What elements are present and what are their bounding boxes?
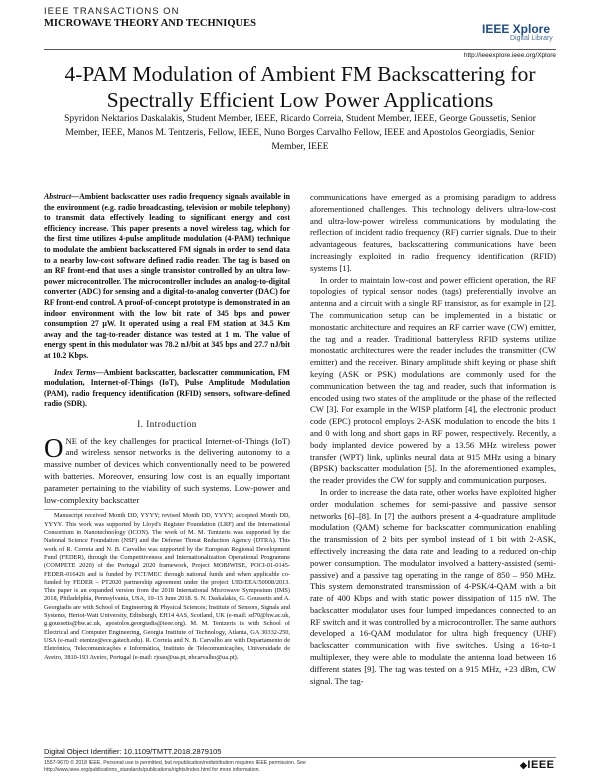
abstract-text: —Ambient backscatter uses radio frequency signals available in the environment (e.g. radio broadcasting, television or mobile telephony) to transmit data effectively leading to significant energy and cost efficiency increase. This paper presents a novel wireless tag, which for the first time utilizes 4-pulse amplitude modulation (4-PAM) technique to modulate the ambient backscattered FM signals in order to send data to a nearby low-cost software defined radio reader. The tag is based on an RF front-end that uses a single transistor controlled by an ultra low-power microcontroller. The microcontroller includes an analog-to-digital converter (ADC) for sensing and a digital-to-analog converter (DAC) for RF front-end control. A proof-of-concept prototype is demonstrated in an indoor environment with the low bit rate of 345 bps and power consumption 27 μW. It operated using a real FM station at 34.5 Km away and the tag-to-reader distance was tested at 1 m. The value of energy spent in this modulator was 78.2 nJ/bit at 345 bps and 27.7 nJ/bit at 10.2 Kbps. [44,192,290,360]
intro-paragraph [44,432,290,507]
xplore-url[interactable]: http://ieeexplore.ieee.org/Xplore [463,52,556,59]
author-list: Spyridon Nektarios Daskalakis, Student Member, IEEE, Ricardo Correia, Student Member, IEEE, George Goussetis, Senior Member, IEEE, Manos M. Tentzeris, Fellow, IEEE, Nuno Borges Carvalho Fellow, IEEE and Apostolos Georgiadis, Senior Member, IEEE [64,114,536,152]
paper-title: 4-PAM Modulation of Ambient FM Backscattering for Spectrally Efficient Low Power Applications [64,62,536,112]
drop-cap: O [44,432,64,463]
intro-text: NE of the key challenges for practical Internet-of-Things (IoT) and wireless sensor networks is the delivering autonomy to a massive number of devices which conventionally need to be powered with batteries. Moreover, ensuring low cost is an equally important parameter pertaining to the viability of such systems. Low-power and low-complexity backscatter [44,435,290,505]
footer-divider [44,757,556,758]
paragraph-3: In order to increase the data rate, other works have exploited higher order modulation schemes for semi-passive and passive sensor networks [6]–[8]. In [7] the authors present a 4-quadrature amplitude modulation (QAM) scheme for backscatter communication enabling the transmission of 2 bits per symbol instead of 1 bit with 2-ASK, effectively increasing the data rate and leading to a reduced on-chip power consumption. The modulator involved a battery-assisted (semi-passive) and a passive tag operating in the range of 850 – 950 MHz. This system demonstrated transmission of 4-PSK/4-QAM with a bit rate of 400 Kbps and with static power dissipation of 115 nW. The backscatter modulator uses four lumped impedances connected to an RF switch and it was controlled by a microcontroller. The same authors developed a 16-QAM modulator for ultra high frequency (UHF) backscatter communication with five switches. Using a 16-to-1 multiplexer, they were able to modulate the antenna load between 16 different states [9]. The tag was tested on a 915 MHz, +23 dBm, CW signal. The tag- [310,486,556,686]
left-column [44,192,290,662]
ieee-logo-text: IEEE [527,759,555,771]
index-terms [44,368,290,410]
paragraph-2: In order to maintain low-cost and power efficient operation, the RF topologies of typical sensor nodes (tags) preferentially involve an antenna and a circuit with a single RF transistor, as for example in [2]. The communication setup can be implemented in a bistatic or monostatic architecture and requires an RF carrier wave (CW) emitter, the tag and a reader. Traditional batteryless RFID systems utilize monostatic architectures were the reader includes the transmitter (CW emitter) and the receiver. Binary amplitude shift keying or phase shift keying (ASK or PSK) modulations are commonly used for the communication between the tag and reader, such that information is encoded using two states of the amplitude or the phase of the reflected CW [3]. For example in the WISP platform [4], the electronic product code (EPC) protocol employs 2-ASK modulation to encode the bits 1 and 0 with long and short gaps in RF power, respectively. Recently, a body implanted device powered by a 13.56 MHz wireless power transfer (WPT) link, uplinks neural data at 915 MHz using a binary (BPSK) backscatter modulation [5]. In the aforementioned examples, the reader provides the CW for supply and communication purposes. [310,274,556,486]
header-divider [44,49,556,50]
footnote-divider [44,509,104,510]
copyright-notice: 1557-9670 © 2018 IEEE. Personal use is permitted, but republication/redistribution requires IEEE permission. See http://www.ieee.org/publications_standards/publications/rights/index.html for more information. [44,760,306,773]
abstract [44,192,290,362]
ieee-xplore-logo-subtitle: Digital Library [510,35,553,42]
ieee-diamond-icon: ◆ [520,760,528,770]
section-heading-introduction: I. Introduction [137,418,197,429]
ieee-xplore-logo: IEEE Xplore [482,22,551,36]
right-column [310,192,556,687]
index-terms-label: Index Terms [54,367,96,377]
index-terms-text: —Ambient backscatter, backscatter communication, FM modulation, Internet-of-Things (IoT), Pulse Amplitude Modulation (PAM), radio frequency identification (RFID) sensors, software-defined radio (SDR). [44,367,291,409]
doi[interactable]: Digital Object Identifier: 10.1109/TMTT.2018.2879105 [44,747,222,756]
ieee-logo [520,759,555,771]
footnote: Manuscript received Month DD, YYYY; revised Month DD, YYYY; accepted Month DD, YYYY. This work was supported by Lloyd's Register Foundation (LRF) and the International Consortium in Nanotechnology (ICON). The work of M. M. Tentzeris was supported by the National Science Foundation (NSF) and the Defense Threat Reduction Agency (DTRA). This work of R. Correia and N. B. Carvalho was supported by the European Regional Development Fund (FEDER), through the Competitiveness and Internationalization Operational Programme (COMPETE 2020) of the Portugal 2020 framework, Project MOBIWISE, POCI-01-0145-FEDER-016426 and is funded by FCT/MEC through national funds and when applicable co-funded by FEDER – PT2020 partnership agreement under the project UID/EEA/50008/2013. This paper is an expanded version from the 2018 International Microwave Symposium (IMS) 2018, Philadelphia, Pennsylvania, USA, 10–15 June 2018. S. N. Daskalakis, G. Goussetis and A. Georgiadis are with School of Engineering & Physical Sciences; Institute of Sensors, Signals and Systems, Heriot-Watt University, Edinburgh, EH14 4AS, Scotland, UK (e-mail: sd70@hw.ac.uk, g.goussetis@hw.ac.uk, apostolos.georgiadis@ieee.org). M. M. Tentzeris is with School of Electrical and Computer Engineering, Georgia Institute of Technology, Atlanta, GA 30332-250, USA (e-mail: etentze@ece.gatech.edu). R. Correia and N. B. Carvalho are with Departamento de Eletrónica, Telecomunicações e Informática, Instituto de Telecomunicações, Universidade de Aveiro, 3810-193 Aveiro, Portugal (e-mail: rjoao@ua.pt, nbcarvalho@ua.pt). [44,512,290,661]
journal-subtitle: MICROWAVE THEORY AND TECHNIQUES [44,18,256,29]
abstract-label: Abstract [44,192,72,201]
paragraph-1: communications have emerged as a promising paradigm to address aforementioned challenges. This technology delivers ultra-low-cost and ultra-low-power wireless communications by modulating the reflection of incident radio frequency (RF) carrier signals. Due to their advantageous features, backscattering communications have been increasingly exploited in radio frequency identification (RFID) systems [1]. [310,192,556,273]
journal-name: IEEE TRANSACTIONS ON [44,6,180,17]
